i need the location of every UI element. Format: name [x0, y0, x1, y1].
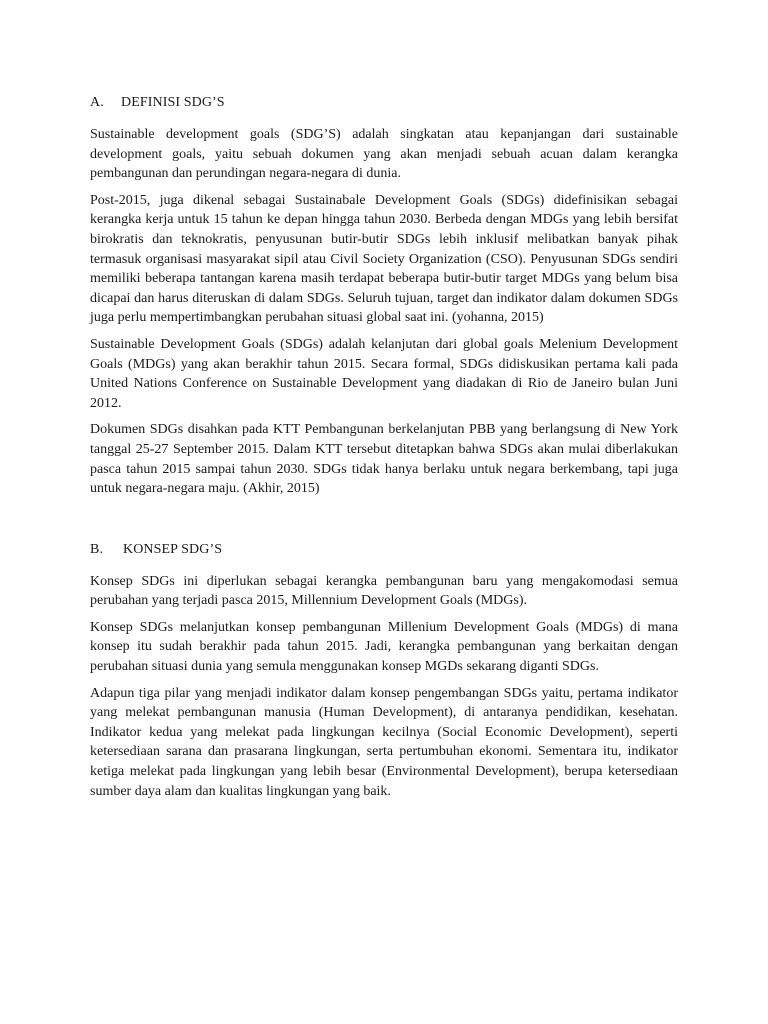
- section-a-heading: [90, 93, 678, 112]
- section-a-letter: A.: [90, 95, 104, 110]
- paragraph: Dokumen SDGs disahkan pada KTT Pembangunan berkelanjutan PBB yang berlangsung di New York tanggal 25-27 September 2015. Dalam KTT tersebut ditetapkan bahwa SDGs akan mulai diberlakukan pasca tahun 2015 sampai tahun 2030. SDGs tidak hanya berlaku untuk negara berkembang, tapi juga untuk negara-negara maju. (Akhir, 2015): [90, 422, 678, 497]
- section-b-title: KONSEP SDG’S: [123, 541, 223, 557]
- paragraph: Adapun tiga pilar yang menjadi indikator dalam konsep pengembangan SDGs yaitu, pertama indikator yang melekat pembangunan manusia (Human Development), di antaranya pendidikan, kesehatan. Indikator kedua yang melekat pada lingkungan kecilnya (Social Economic Development), seperti ketersediaan sarana dan prasarana lingkungan, serta pertumbuhan ekonomi. Sementara itu, indikator ketiga melekat pada lingkungan yang lebih besar (Environmental Development), berupa ketersediaan sumber daya alam dan kualitas lingkungan yang baik.: [90, 685, 678, 799]
- paragraph: Sustainable Development Goals (SDGs) adalah kelanjutan dari global goals Melenium Development Goals (MDGs) yang akan berakhir tahun 2015. Secara formal, SDGs didiskusikan pertama kali pada United Nations Conference on Sustainable Development yang diadakan di Rio de Janeiro bulan Juni 2012.: [90, 336, 678, 411]
- section-a-title: DEFINISI SDG’S: [121, 95, 225, 110]
- document-body: [90, 93, 678, 808]
- paragraph: Sustainable development goals (SDG’S) adalah singkatan atau kepanjangan dari sustainable development goals, yaitu sebuah dokumen yang akan menjadi sebuah acuan dalam kerangka pembangunan dan perundingan negara-negara di dunia.: [90, 127, 678, 182]
- section-b-heading: [90, 540, 678, 559]
- paragraph: Konsep SDGs ini diperlukan sebagai kerangka pembangunan baru yang mengakomodasi semua perubahan yang terjadi pasca 2015, Millennium Development Goals (MDGs).: [90, 573, 678, 609]
- paragraph: Konsep SDGs melanjutkan konsep pembangunan Millenium Development Goals (MDGs) di mana konsep itu sudah berakhir pada tahun 2015. Jadi, kerangka pembangunan yang berkaitan dengan perubahan situasi dunia yang semula menggunakan konsep MGDs sekarang diganti SDGs.: [90, 619, 678, 675]
- section-b-letter: B.: [90, 541, 104, 557]
- paragraph: Post-2015, juga dikenal sebagai Sustainabale Development Goals (SDGs) didefinisikan sebagai kerangka kerja untuk 15 tahun ke depan hingga tahun 2030. Berbeda dengan MDGs yang lebih bersifat birokratis dan teknokratis, penyusunan butir-butir SDGs lebih inklusif melibatkan banyak pihak termasuk organisasi masyarakat sipil atau Civil Society Organization (CSO). Penyusunan SDGs sendiri memiliki beberapa tantangan karena masih terdapat beberapa butir-butir target MDGs yang belum bisa dicapai dan harus diteruskan di dalam SDGs. Seluruh tujuan, target dan indikator dalam dokumen SDGs juga perlu mempertimbangkan perubahan situasi global saat ini. (yohanna, 2015): [90, 192, 678, 326]
